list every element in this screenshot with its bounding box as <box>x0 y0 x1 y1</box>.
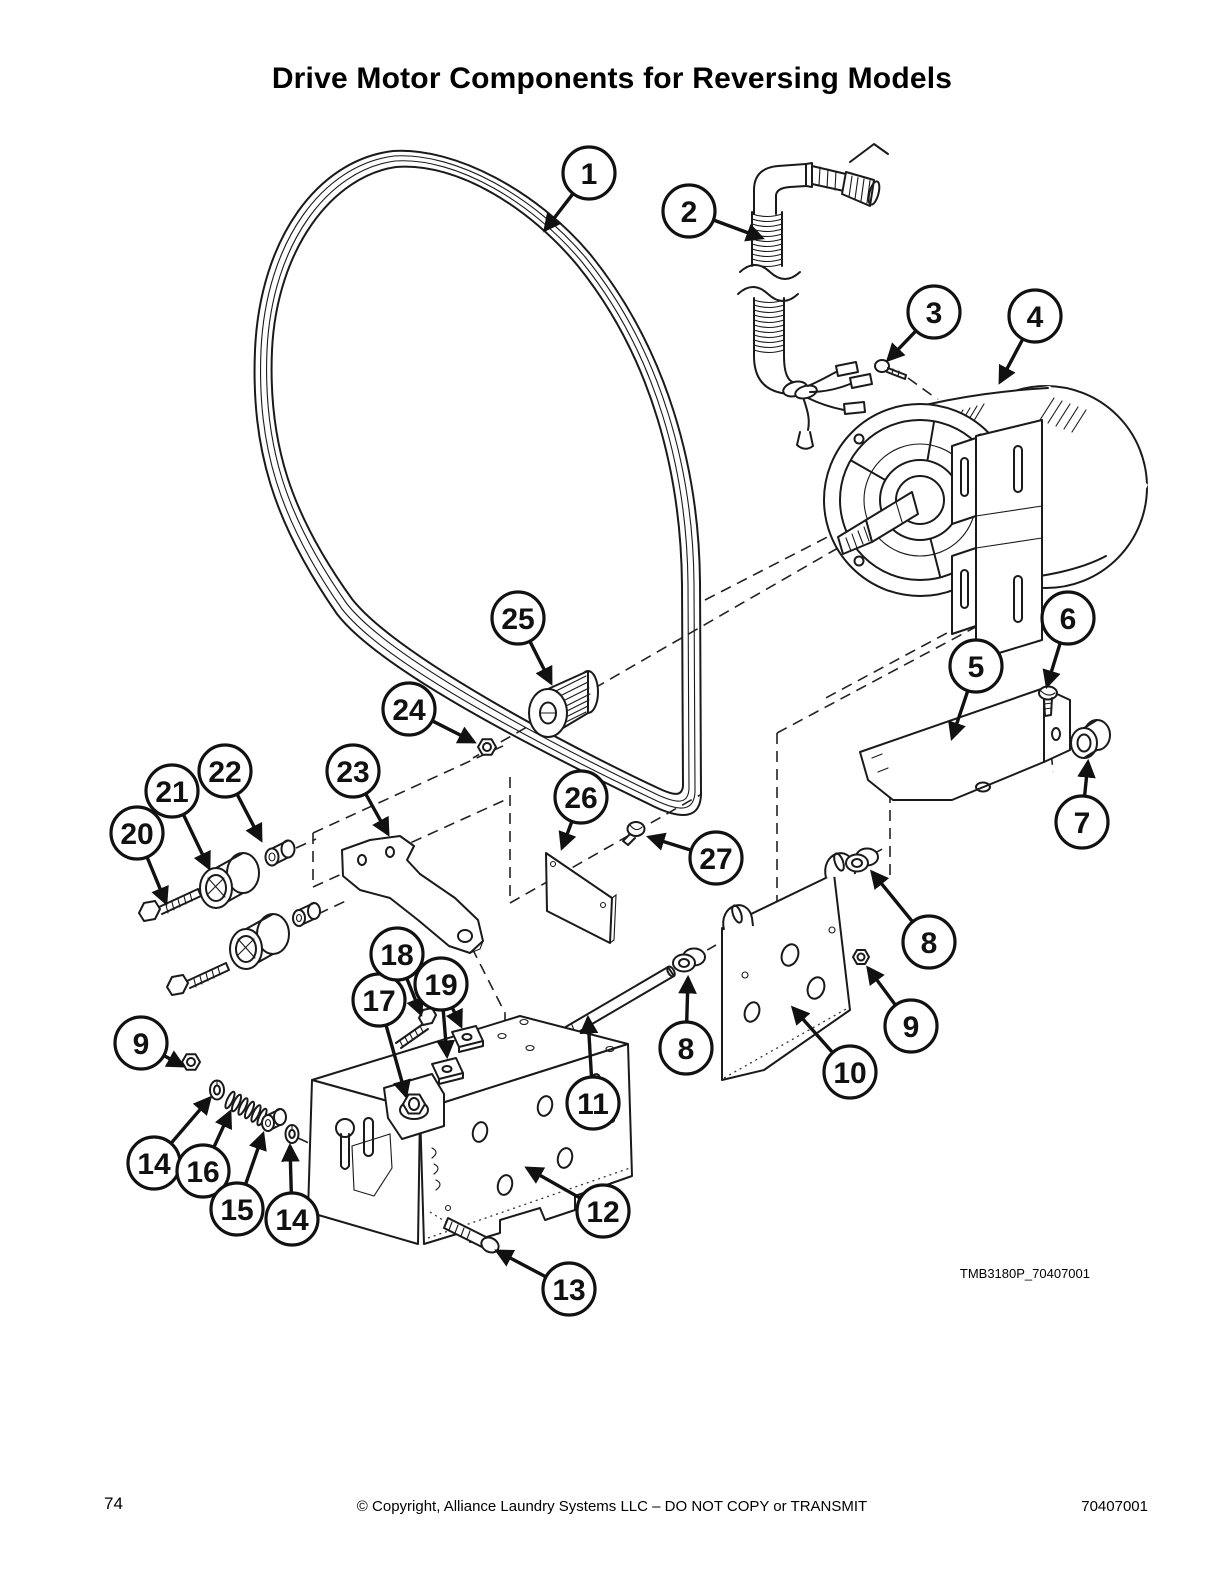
svg-text:22: 22 <box>208 755 242 789</box>
copyright-notice: © Copyright, Alliance Laundry Systems LLC – DO NOT COPY or TRANSMIT <box>356 1498 868 1515</box>
svg-text:9: 9 <box>902 1010 920 1044</box>
callout-25 <box>492 592 551 683</box>
svg-text:12: 12 <box>586 1195 620 1229</box>
pulley-nut <box>478 739 496 755</box>
svg-text:10: 10 <box>833 1056 867 1090</box>
page-number: 74 <box>104 1494 123 1513</box>
mounting-screw <box>875 360 906 379</box>
callout-27 <box>649 832 742 884</box>
cover-screw <box>623 822 645 845</box>
isolator-bolt-set <box>139 841 320 996</box>
svg-text:7: 7 <box>1073 806 1091 840</box>
svg-text:4: 4 <box>1026 300 1044 334</box>
callout-13 <box>497 1251 595 1315</box>
tension-hardware-row <box>182 1054 299 1143</box>
callout-8 <box>660 978 712 1074</box>
figure-code: TMB3180P_70407001 <box>959 1266 1090 1281</box>
rear-pivot-plate <box>722 852 855 1080</box>
svg-text:8: 8 <box>920 926 938 960</box>
svg-text:26: 26 <box>564 781 598 815</box>
callout-26 <box>555 771 607 848</box>
svg-text:17: 17 <box>362 984 396 1018</box>
callout-2 <box>663 185 762 238</box>
svg-text:15: 15 <box>220 1193 254 1227</box>
document-number: 70407001 <box>1081 1498 1148 1515</box>
callout-3 <box>888 286 960 360</box>
svg-text:11: 11 <box>577 1087 609 1121</box>
callout-6 <box>1042 592 1094 686</box>
callout-4 <box>1000 290 1061 382</box>
svg-text:14: 14 <box>137 1147 171 1181</box>
svg-text:5: 5 <box>967 650 985 684</box>
callout-24 <box>383 683 474 742</box>
svg-text:1: 1 <box>580 157 598 191</box>
page-title: Drive Motor Components for Reversing Models <box>271 62 953 95</box>
callout-9 <box>115 1017 183 1069</box>
wire-harness <box>738 144 888 449</box>
motor-pulley <box>529 671 598 737</box>
callout-9 <box>868 968 937 1052</box>
callout-8 <box>872 872 955 968</box>
svg-text:2: 2 <box>680 195 698 229</box>
drive-motor <box>824 386 1148 660</box>
cover-plate <box>546 853 616 943</box>
shaft-grommet-right <box>846 849 878 872</box>
svg-text:24: 24 <box>392 693 426 727</box>
svg-text:21: 21 <box>155 775 189 809</box>
callout-7 <box>1056 762 1108 848</box>
drive-belt <box>255 151 701 815</box>
svg-text:23: 23 <box>336 755 370 789</box>
guard-bracket <box>860 688 1070 800</box>
svg-text:13: 13 <box>552 1273 586 1307</box>
shaft-grommet-left <box>673 949 705 972</box>
svg-text:27: 27 <box>699 842 733 876</box>
svg-text:3: 3 <box>925 296 943 330</box>
svg-text:25: 25 <box>501 602 535 636</box>
svg-text:20: 20 <box>120 817 154 851</box>
callout-23 <box>327 745 388 834</box>
svg-text:19: 19 <box>424 968 458 1002</box>
svg-text:16: 16 <box>186 1155 220 1189</box>
callout-22 <box>199 745 261 840</box>
svg-text:14: 14 <box>275 1203 309 1237</box>
callout-20 <box>111 807 166 903</box>
svg-text:9: 9 <box>132 1027 150 1061</box>
svg-text:18: 18 <box>380 938 414 972</box>
spacer-grommet <box>1071 720 1110 758</box>
callout-1 <box>545 147 615 230</box>
svg-text:6: 6 <box>1059 602 1077 636</box>
svg-text:8: 8 <box>677 1032 695 1066</box>
pivot-nut-right <box>853 950 869 964</box>
